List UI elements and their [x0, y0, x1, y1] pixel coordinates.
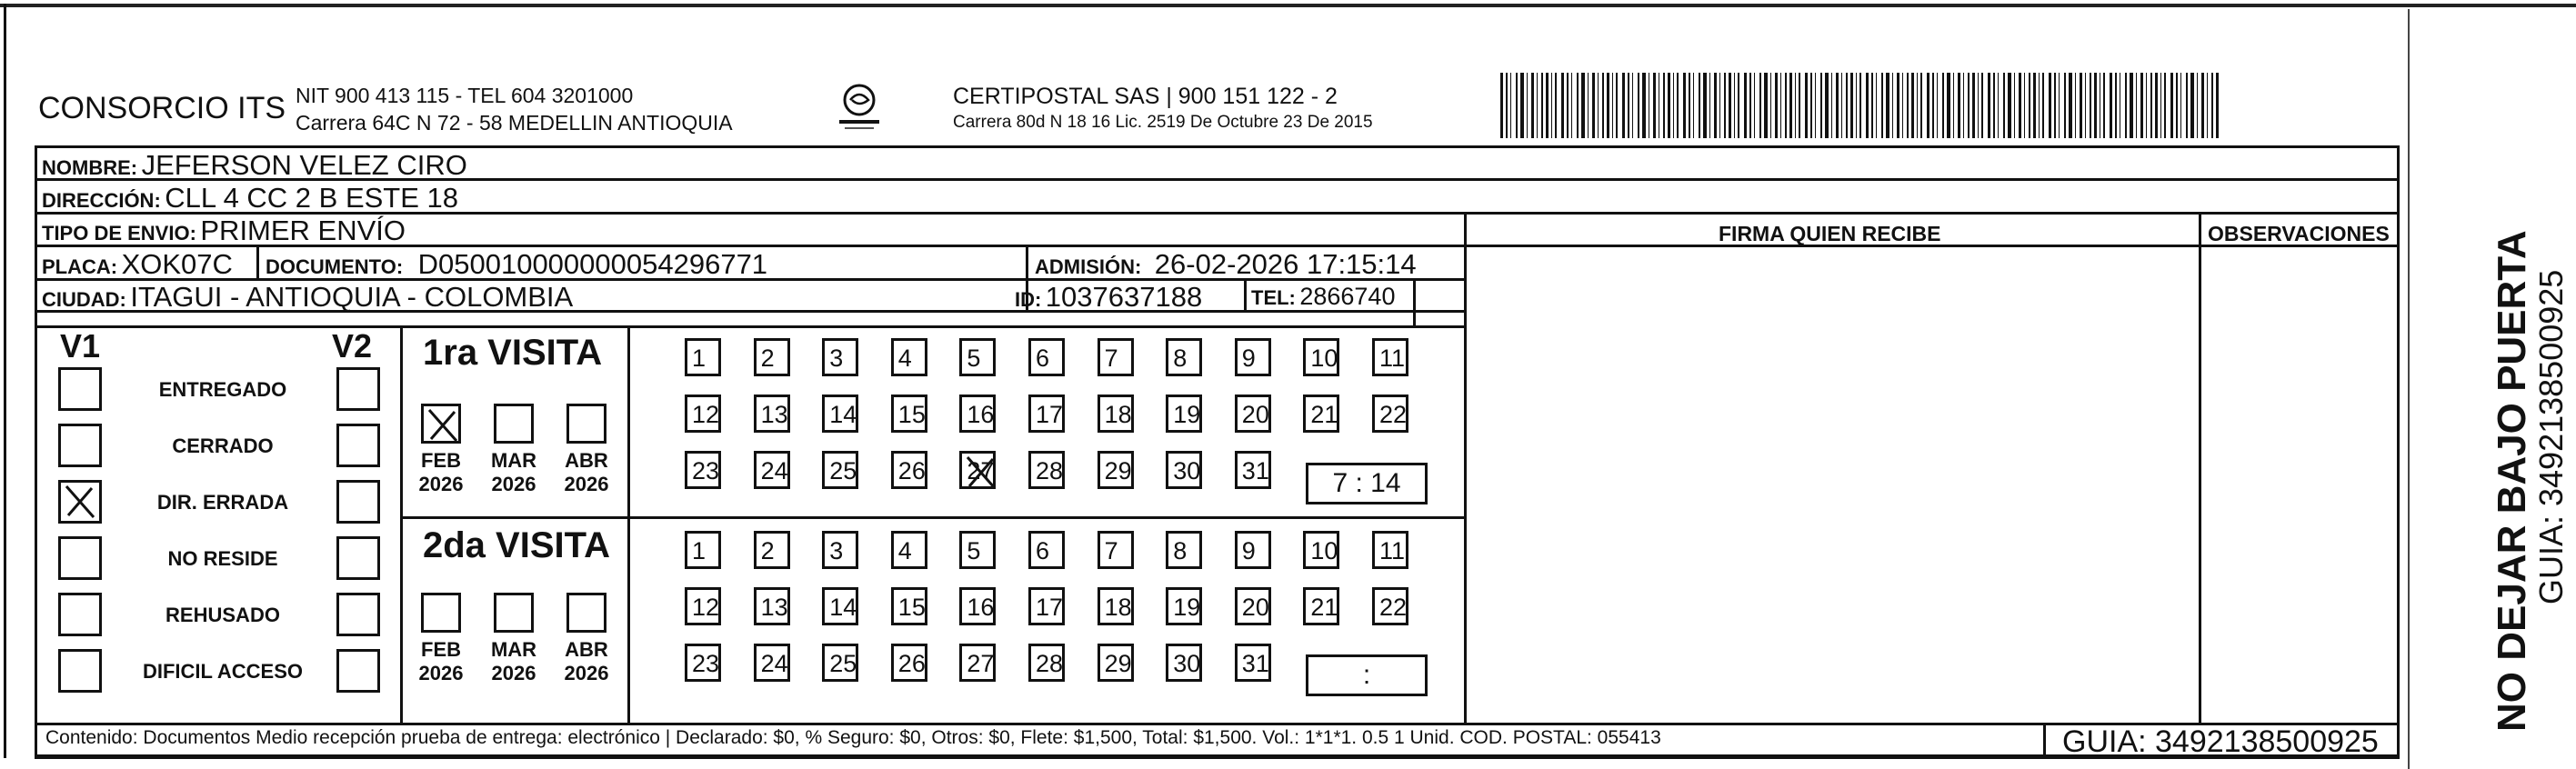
- month-label: FEB 2026: [418, 449, 464, 495]
- id-field: [1015, 281, 1202, 314]
- footer-guia: GUIA: 3492138500925: [2062, 724, 2379, 759]
- day-box[interactable]: 12: [685, 587, 721, 625]
- tipo-value: PRIMER ENVÍO: [200, 215, 406, 246]
- v1-checkbox[interactable]: [58, 367, 102, 411]
- day-box[interactable]: 20: [1235, 394, 1271, 433]
- reason-label: ENTREGADO: [158, 378, 287, 401]
- tel-value: 2866740: [1299, 283, 1396, 310]
- day-box[interactable]: 3: [822, 531, 858, 569]
- day-box[interactable]: 16: [959, 587, 996, 625]
- nombre-label: NOMBRE:: [42, 156, 138, 179]
- v2-checkbox[interactable]: [336, 480, 380, 524]
- tipo-row: [42, 215, 406, 247]
- day-box[interactable]: 2: [754, 531, 790, 569]
- company-address: Carrera 64C N 72 - 58 MEDELLIN ANTIOQUIA: [296, 111, 733, 135]
- day-box[interactable]: 14: [822, 587, 858, 625]
- day-box[interactable]: 4: [891, 531, 927, 569]
- month-label: MAR 2026: [490, 638, 537, 684]
- firma-header: FIRMA QUIEN RECIBE: [1719, 222, 1941, 245]
- tipo-label: TIPO DE ENVIO:: [42, 222, 196, 245]
- day-box[interactable]: 11: [1372, 531, 1408, 569]
- day-box[interactable]: 15: [891, 587, 927, 625]
- day-box[interactable]: 30: [1166, 644, 1202, 682]
- placa-label: PLACA:: [42, 255, 118, 278]
- day-box[interactable]: 11: [1372, 338, 1408, 376]
- day-box[interactable]: 27: [959, 451, 996, 489]
- day-box[interactable]: 17: [1028, 587, 1065, 625]
- day-box[interactable]: 13: [754, 394, 790, 433]
- day-box[interactable]: 28: [1028, 451, 1065, 489]
- day-box[interactable]: 4: [891, 338, 927, 376]
- reason-label: REHUSADO: [165, 604, 280, 626]
- day-box[interactable]: 9: [1235, 338, 1271, 376]
- day-box[interactable]: 9: [1235, 531, 1271, 569]
- company-nit: NIT 900 413 115 - TEL 604 3201000: [296, 84, 634, 107]
- reason-label: DIR. ERRADA: [156, 491, 289, 514]
- id-value: 1037637188: [1045, 281, 1203, 313]
- day-box[interactable]: 24: [754, 644, 790, 682]
- id-label: ID:: [1015, 288, 1042, 311]
- barcode: [1500, 73, 2228, 138]
- day-box[interactable]: 29: [1098, 644, 1134, 682]
- day-box[interactable]: 21: [1303, 587, 1339, 625]
- documento-value: D050010000000054296771: [417, 248, 768, 280]
- placa-value: XOK07C: [121, 248, 233, 280]
- day-box[interactable]: 22: [1372, 394, 1408, 433]
- day-box[interactable]: 1: [685, 338, 721, 376]
- v2-checkbox[interactable]: [336, 367, 380, 411]
- day-box[interactable]: 8: [1166, 338, 1202, 376]
- ciudad-label: CIUDAD:: [42, 288, 126, 311]
- day-box[interactable]: 26: [891, 451, 927, 489]
- reason-label: NO RESIDE: [167, 547, 278, 570]
- observaciones-header: OBSERVACIONES: [2208, 222, 2390, 245]
- month-checkbox[interactable]: [566, 593, 606, 633]
- day-box[interactable]: 23: [685, 451, 721, 489]
- v1-checkbox[interactable]: [58, 593, 102, 636]
- v2-checkbox[interactable]: [336, 536, 380, 580]
- day-box[interactable]: 5: [959, 338, 996, 376]
- direccion-label: DIRECCIÓN:: [42, 189, 161, 212]
- month-checkbox[interactable]: [421, 593, 461, 633]
- ciudad-value: ITAGUI - ANTIOQUIA - COLOMBIA: [130, 281, 574, 313]
- carrier-name: CERTIPOSTAL SAS | 900 151 122 - 2: [953, 84, 1338, 109]
- v1-checkbox[interactable]: [58, 480, 102, 524]
- day-box[interactable]: 10: [1303, 338, 1339, 376]
- day-box[interactable]: 15: [891, 394, 927, 433]
- day-box[interactable]: 24: [754, 451, 790, 489]
- day-box[interactable]: 13: [754, 587, 790, 625]
- v2-checkbox[interactable]: [336, 424, 380, 467]
- documento-label: DOCUMENTO:: [266, 255, 404, 278]
- day-box[interactable]: 6: [1028, 338, 1065, 376]
- direccion-value: CLL 4 CC 2 B ESTE 18: [165, 182, 459, 214]
- day-box[interactable]: 26: [891, 644, 927, 682]
- carrier-license: Carrera 80d N 18 16 Lic. 2519 De Octubre 23 De 2015: [953, 113, 1373, 132]
- second-visit-time[interactable]: :: [1306, 654, 1428, 696]
- day-box[interactable]: 22: [1372, 587, 1408, 625]
- v1-checkbox[interactable]: [58, 424, 102, 467]
- certipostal-logo: [832, 80, 887, 135]
- reason-label: CERRADO: [172, 434, 274, 457]
- day-box[interactable]: 14: [822, 394, 858, 433]
- tel-field: [1251, 283, 1395, 311]
- tel-label: TEL:: [1251, 286, 1296, 309]
- company-name: CONSORCIO ITS: [38, 91, 286, 125]
- month-checkbox[interactable]: [421, 404, 461, 444]
- first-visit-time[interactable]: 7 : 14: [1306, 463, 1428, 504]
- day-box[interactable]: 25: [822, 644, 858, 682]
- day-box[interactable]: 19: [1166, 394, 1202, 433]
- ciudad-field: [42, 281, 573, 314]
- month-checkbox[interactable]: [494, 593, 534, 633]
- v2-header: V2: [332, 327, 373, 365]
- documento-field: [266, 248, 767, 281]
- day-box[interactable]: 5: [959, 531, 996, 569]
- month-label: ABR 2026: [564, 638, 609, 684]
- reason-label: DIFICIL ACCESO: [142, 660, 303, 683]
- day-box[interactable]: 7: [1098, 531, 1134, 569]
- day-box[interactable]: 6: [1028, 531, 1065, 569]
- day-box[interactable]: 18: [1098, 394, 1134, 433]
- v1-header: V1: [60, 327, 101, 365]
- day-box[interactable]: 27: [959, 644, 996, 682]
- contents-line: Contenido: Documentos Medio recepción prueba de entrega: electrónico | Declarado: $0, % Seguro: $0, Otros: $0, Flete: $1,500, Total: $1,500. Vol.: 1*1*1. 0.5 1 Unid. COD. POSTAL: 055413: [45, 727, 1661, 748]
- day-box[interactable]: 3: [822, 338, 858, 376]
- v2-checkbox[interactable]: [336, 649, 380, 693]
- admision-label: ADMISIÓN:: [1035, 255, 1142, 278]
- day-box[interactable]: 7: [1098, 338, 1134, 376]
- nombre-row: [42, 149, 467, 182]
- day-box[interactable]: 10: [1303, 531, 1339, 569]
- second-visit-title: 2da VISITA: [423, 525, 610, 565]
- day-box[interactable]: 16: [959, 394, 996, 433]
- v1-checkbox[interactable]: [58, 649, 102, 693]
- month-label: ABR 2026: [564, 449, 609, 495]
- admision-value: 26-02-2026 17:15:14: [1154, 248, 1417, 280]
- v1-checkbox[interactable]: [58, 536, 102, 580]
- month-checkbox[interactable]: [494, 404, 534, 444]
- month-label: MAR 2026: [490, 449, 537, 495]
- first-visit-title: 1ra VISITA: [423, 333, 603, 373]
- day-box[interactable]: 2: [754, 338, 790, 376]
- month-label: FEB 2026: [418, 638, 464, 684]
- day-box[interactable]: 29: [1098, 451, 1134, 489]
- day-box[interactable]: 1: [685, 531, 721, 569]
- day-box[interactable]: 30: [1166, 451, 1202, 489]
- placa-field: [42, 248, 233, 281]
- month-checkbox[interactable]: [566, 404, 606, 444]
- day-box[interactable]: 19: [1166, 587, 1202, 625]
- side-warning: NO DEJAR BAJO PUERTA: [2490, 230, 2534, 732]
- day-box[interactable]: 8: [1166, 531, 1202, 569]
- v2-checkbox[interactable]: [336, 593, 380, 636]
- day-box[interactable]: 23: [685, 644, 721, 682]
- day-box[interactable]: 18: [1098, 587, 1134, 625]
- admision-field: [1035, 248, 1417, 281]
- day-box[interactable]: 28: [1028, 644, 1065, 682]
- day-box[interactable]: 12: [685, 394, 721, 433]
- day-box[interactable]: 31: [1235, 451, 1271, 489]
- direccion-row: [42, 182, 458, 215]
- day-box[interactable]: 17: [1028, 394, 1065, 433]
- day-box[interactable]: 31: [1235, 644, 1271, 682]
- nombre-value: JEFERSON VELEZ CIRO: [141, 149, 467, 181]
- day-box[interactable]: 21: [1303, 394, 1339, 433]
- side-guia: GUIA: 3492138500925: [2532, 269, 2570, 604]
- day-box[interactable]: 25: [822, 451, 858, 489]
- day-box[interactable]: 20: [1235, 587, 1271, 625]
